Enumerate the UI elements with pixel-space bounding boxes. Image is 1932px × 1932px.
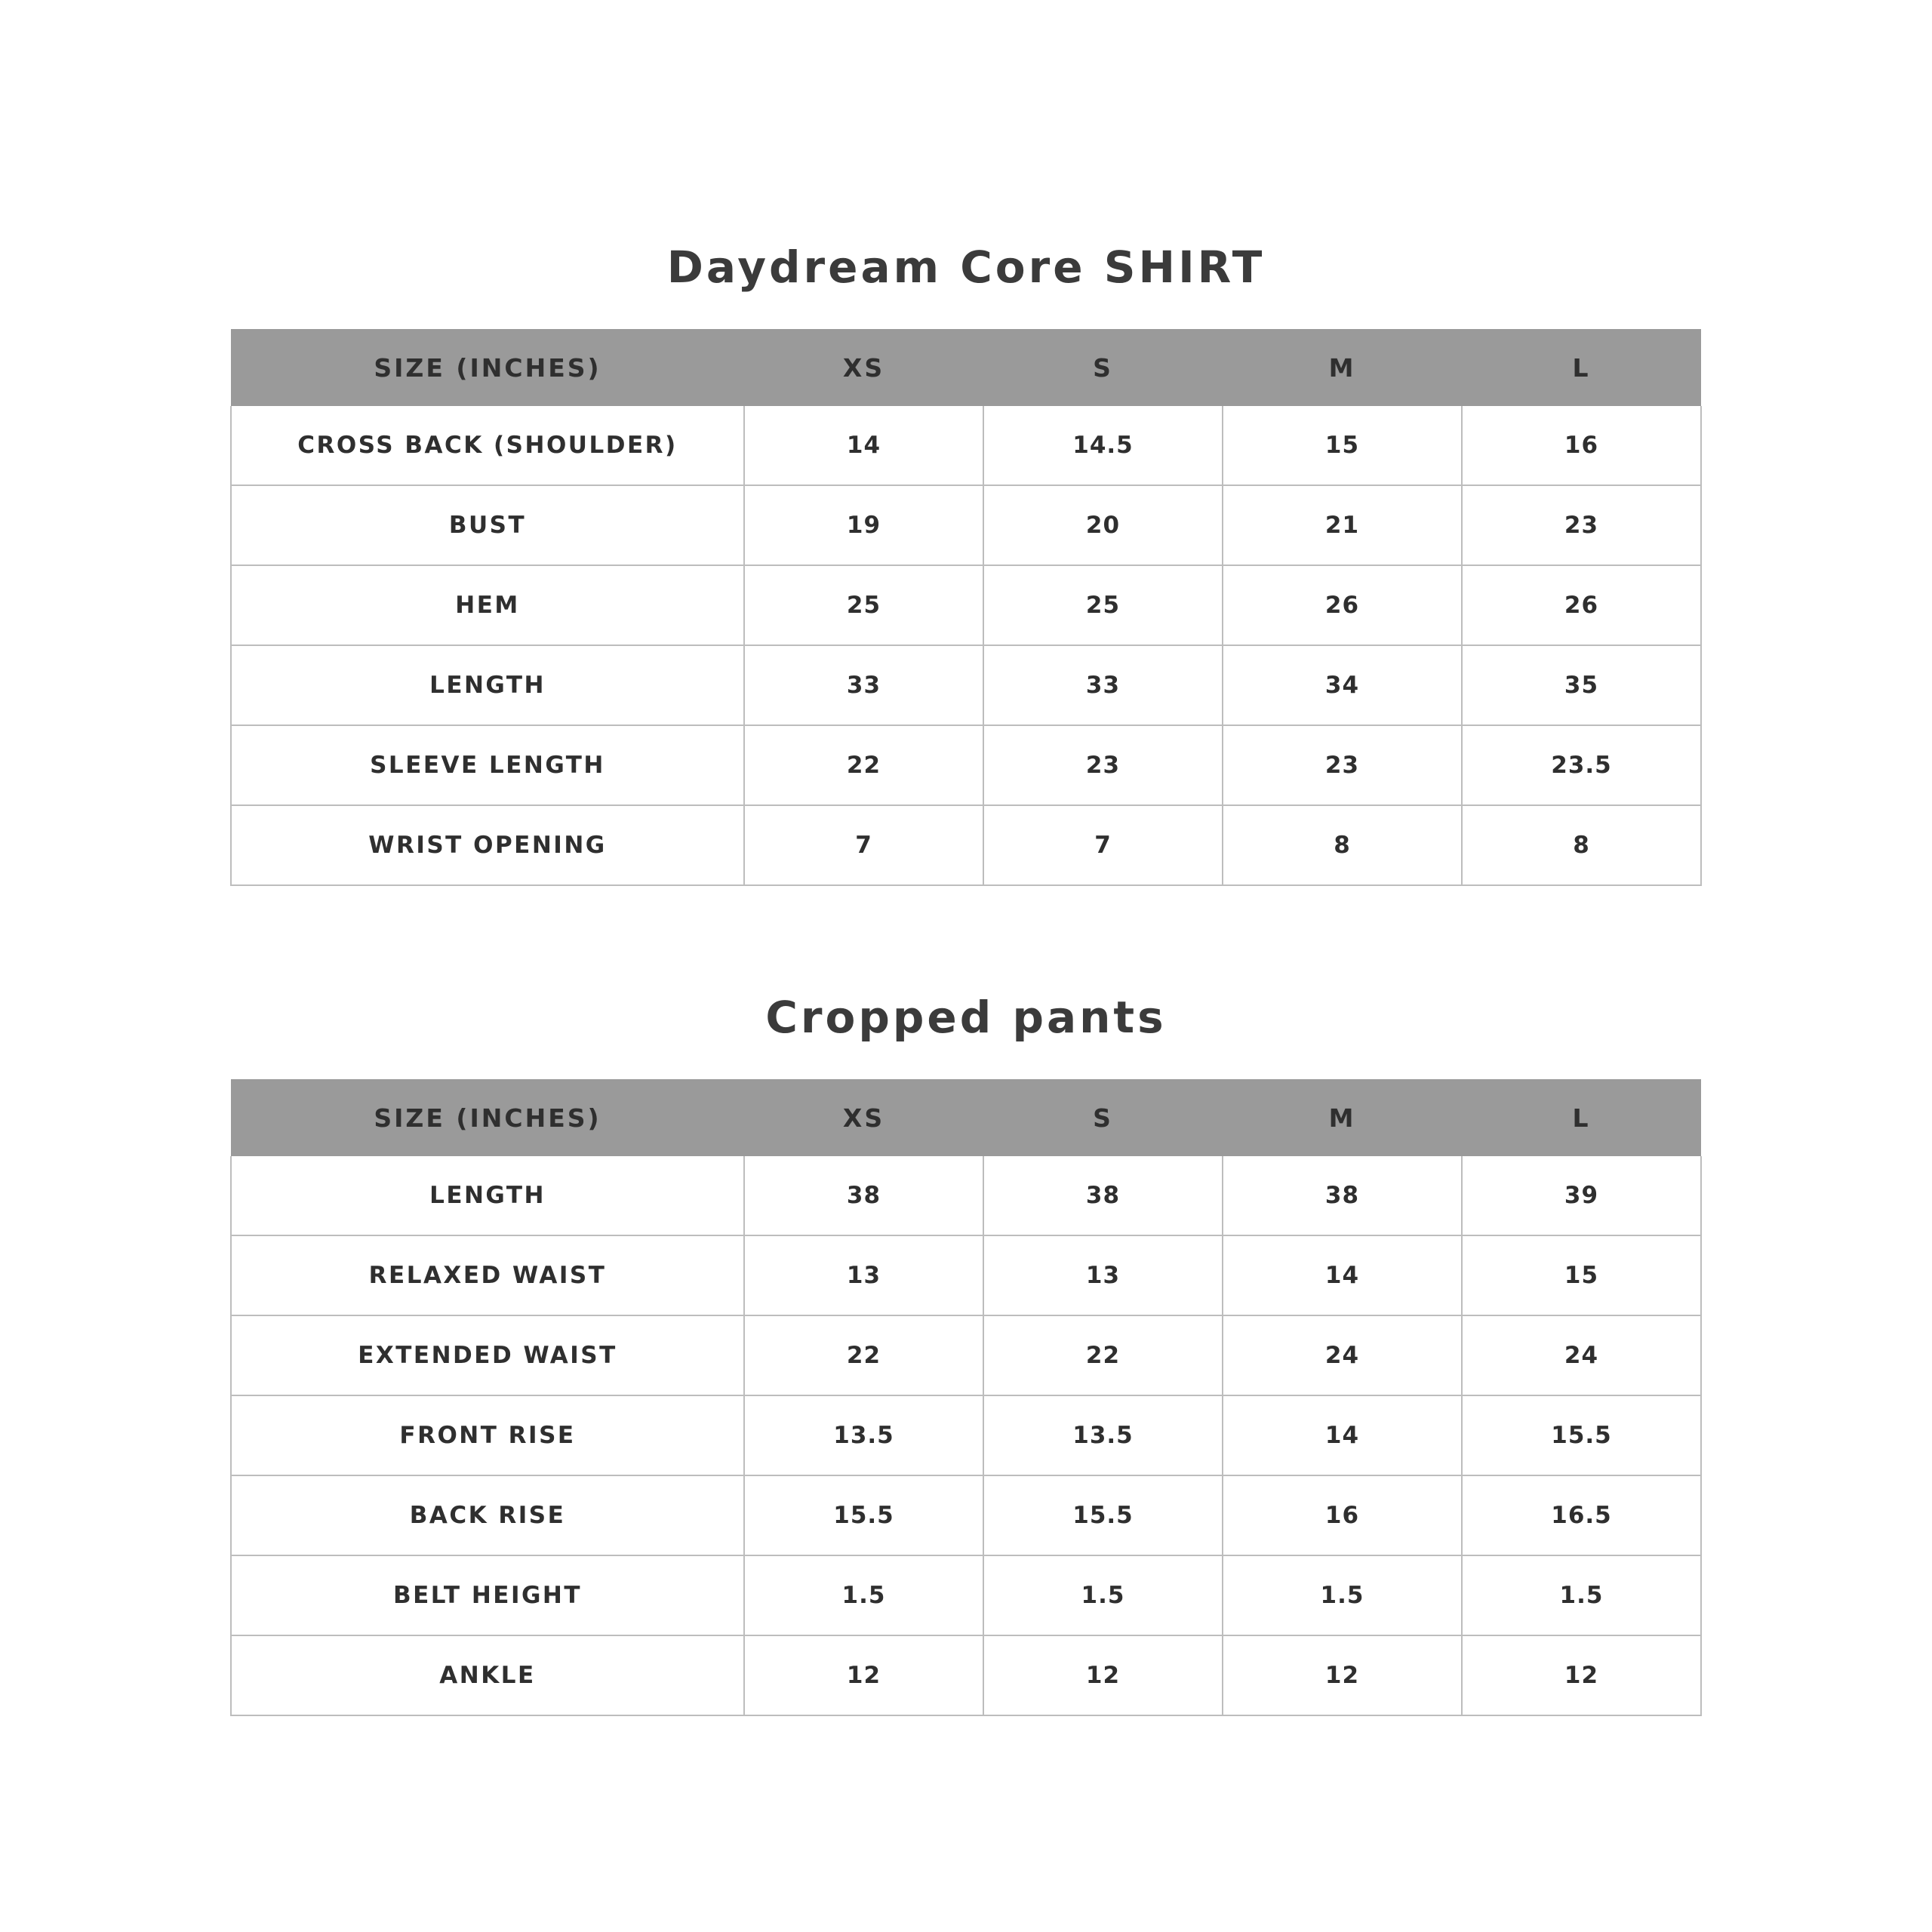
cell-l: 23 — [1462, 485, 1701, 565]
column-header-measurement: SIZE (INCHES) — [231, 1079, 744, 1156]
table-row — [231, 1555, 1701, 1635]
table-row — [231, 485, 1701, 565]
cell-l: 16 — [1462, 406, 1701, 485]
cell-l: 24 — [1462, 1315, 1701, 1395]
cell-xs: 19 — [744, 485, 983, 565]
table-row — [231, 725, 1701, 805]
table-row — [231, 1395, 1701, 1475]
cell-xs: 25 — [744, 565, 983, 645]
column-header-m: M — [1223, 1079, 1462, 1156]
row-label: CROSS BACK (SHOULDER) — [231, 406, 744, 485]
table-row — [231, 406, 1701, 485]
cell-s: 23 — [983, 725, 1223, 805]
column-header-l: L — [1462, 329, 1701, 406]
cell-s: 7 — [983, 805, 1223, 885]
cell-s: 13 — [983, 1235, 1223, 1315]
cell-xs: 22 — [744, 1315, 983, 1395]
cell-m: 8 — [1223, 805, 1462, 885]
row-label: BELT HEIGHT — [231, 1555, 744, 1635]
cell-xs: 15.5 — [744, 1475, 983, 1555]
table-row — [231, 1315, 1701, 1395]
column-header-xs: XS — [744, 1079, 983, 1156]
cell-l: 23.5 — [1462, 725, 1701, 805]
cell-s: 20 — [983, 485, 1223, 565]
row-label: HEM — [231, 565, 744, 645]
cell-m: 12 — [1223, 1635, 1462, 1715]
cell-l: 1.5 — [1462, 1555, 1701, 1635]
cell-s: 14.5 — [983, 406, 1223, 485]
cell-xs: 1.5 — [744, 1555, 983, 1635]
column-header-l: L — [1462, 1079, 1701, 1156]
pants-size-table — [230, 1079, 1702, 1716]
cell-m: 16 — [1223, 1475, 1462, 1555]
cell-s: 1.5 — [983, 1555, 1223, 1635]
table-row — [231, 1635, 1701, 1715]
shirt-size-section — [230, 0, 1702, 886]
cell-s: 12 — [983, 1635, 1223, 1715]
table-header-row — [231, 329, 1701, 406]
row-label: WRIST OPENING — [231, 805, 744, 885]
table-row — [231, 565, 1701, 645]
column-header-measurement: SIZE (INCHES) — [231, 329, 744, 406]
cell-l: 15.5 — [1462, 1395, 1701, 1475]
table-row — [231, 1475, 1701, 1555]
cell-xs: 13.5 — [744, 1395, 983, 1475]
cell-l: 26 — [1462, 565, 1701, 645]
pants-size-section — [230, 886, 1702, 1716]
shirt-section-title: Daydream Core SHIRT — [666, 242, 1266, 293]
cell-m: 23 — [1223, 725, 1462, 805]
column-header-s: S — [983, 329, 1223, 406]
row-label: EXTENDED WAIST — [231, 1315, 744, 1395]
cell-xs: 13 — [744, 1235, 983, 1315]
row-label: BUST — [231, 485, 744, 565]
row-label: LENGTH — [231, 645, 744, 725]
cell-l: 8 — [1462, 805, 1701, 885]
cell-s: 22 — [983, 1315, 1223, 1395]
pants-table-body — [231, 1156, 1701, 1715]
pants-table-head — [231, 1079, 1701, 1156]
table-row — [231, 1156, 1701, 1235]
cell-s: 38 — [983, 1156, 1223, 1235]
shirt-table-head — [231, 329, 1701, 406]
cell-m: 1.5 — [1223, 1555, 1462, 1635]
cell-l: 39 — [1462, 1156, 1701, 1235]
pants-section-title: Cropped pants — [765, 992, 1167, 1043]
cell-xs: 14 — [744, 406, 983, 485]
cell-xs: 33 — [744, 645, 983, 725]
cell-m: 34 — [1223, 645, 1462, 725]
cell-l: 12 — [1462, 1635, 1701, 1715]
cell-m: 14 — [1223, 1395, 1462, 1475]
shirt-size-table — [230, 329, 1702, 886]
cell-m: 26 — [1223, 565, 1462, 645]
cell-l: 15 — [1462, 1235, 1701, 1315]
cell-m: 15 — [1223, 406, 1462, 485]
cell-m: 21 — [1223, 485, 1462, 565]
cell-m: 14 — [1223, 1235, 1462, 1315]
row-label: RELAXED WAIST — [231, 1235, 744, 1315]
cell-m: 24 — [1223, 1315, 1462, 1395]
cell-l: 16.5 — [1462, 1475, 1701, 1555]
row-label: BACK RISE — [231, 1475, 744, 1555]
row-label: SLEEVE LENGTH — [231, 725, 744, 805]
column-header-xs: XS — [744, 329, 983, 406]
cell-s: 13.5 — [983, 1395, 1223, 1475]
cell-xs: 22 — [744, 725, 983, 805]
cell-s: 25 — [983, 565, 1223, 645]
cell-s: 33 — [983, 645, 1223, 725]
cell-s: 15.5 — [983, 1475, 1223, 1555]
cell-xs: 38 — [744, 1156, 983, 1235]
shirt-table-body — [231, 406, 1701, 885]
table-row — [231, 1235, 1701, 1315]
table-row — [231, 645, 1701, 725]
cell-xs: 12 — [744, 1635, 983, 1715]
table-header-row — [231, 1079, 1701, 1156]
row-label: ANKLE — [231, 1635, 744, 1715]
table-row — [231, 805, 1701, 885]
row-label: FRONT RISE — [231, 1395, 744, 1475]
column-header-s: S — [983, 1079, 1223, 1156]
row-label: LENGTH — [231, 1156, 744, 1235]
cell-l: 35 — [1462, 645, 1701, 725]
cell-xs: 7 — [744, 805, 983, 885]
column-header-m: M — [1223, 329, 1462, 406]
cell-m: 38 — [1223, 1156, 1462, 1235]
